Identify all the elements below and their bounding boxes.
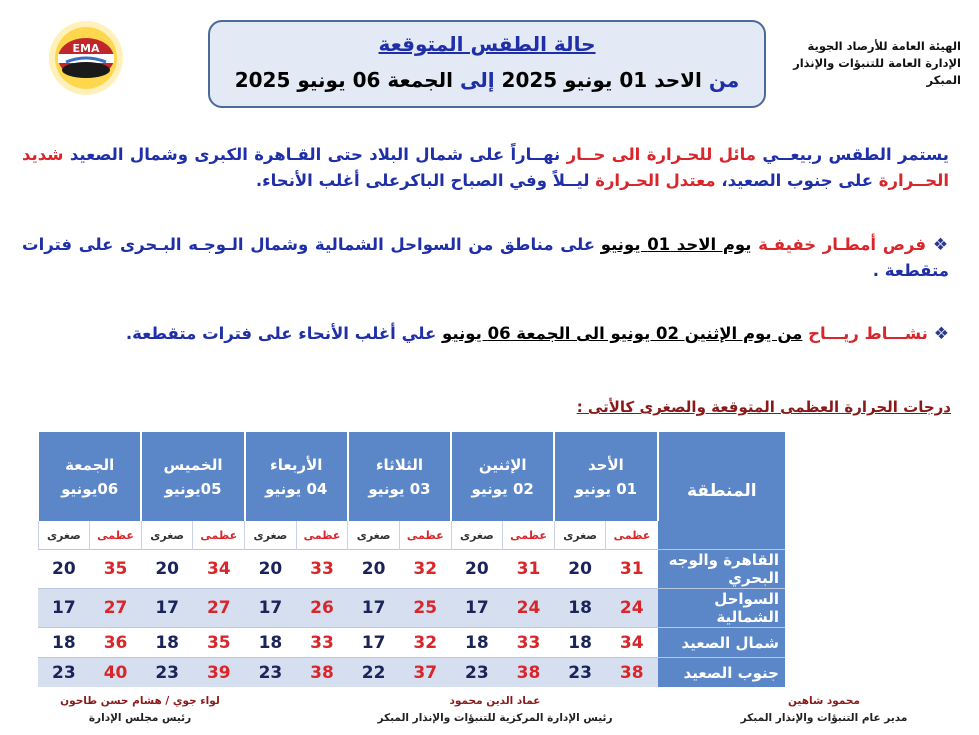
max-temp: 32: [399, 550, 451, 589]
day-name: الجمعة: [65, 455, 115, 474]
min-temp: 17: [245, 589, 297, 628]
region-header: المنطقة: [658, 432, 785, 550]
max-temp: 38: [296, 658, 348, 688]
bullet-wind: [22, 321, 949, 347]
day-name: الأربعاء: [270, 455, 323, 474]
max-temp: 31: [503, 550, 555, 589]
max-temp: 24: [503, 589, 555, 628]
day-header: [451, 432, 554, 521]
b2-b: من يوم الإثنين 02 يونيو الى الجمعة 06 يونيو: [442, 324, 803, 343]
max-temp: 37: [399, 658, 451, 688]
min-temp: 20: [141, 550, 193, 589]
date-range: [210, 68, 764, 92]
max-label: عظمى: [296, 521, 348, 550]
day-header: [348, 432, 451, 521]
max-temp: 36: [90, 628, 142, 658]
max-temp: 40: [90, 658, 142, 688]
day-date: 06يونيو: [61, 479, 119, 498]
max-temp: 34: [193, 550, 245, 589]
b1-b: يوم الاحد 01 يونيو: [600, 235, 752, 254]
max-temp: 38: [503, 658, 555, 688]
day-name: الأحد: [588, 455, 624, 474]
p1-g: ليــلاً وفي الصباح الباكرعلى أغلب الأنحاء.: [255, 171, 590, 190]
max-temp: 39: [193, 658, 245, 688]
p1-c: نهــاراً على شمال البلاد حتى القـاهرة الكبرى وشمال الصعيد: [63, 145, 561, 164]
max-temp: 33: [296, 628, 348, 658]
day-date: 04 يونيو: [265, 479, 328, 498]
min-temp: 20: [348, 550, 400, 589]
day-name: الإثنين: [478, 455, 527, 474]
day-header: [245, 432, 348, 521]
min-temp: 17: [348, 589, 400, 628]
p1-e: على جنوب الصعيد،: [715, 171, 874, 190]
min-temp: 17: [141, 589, 193, 628]
diamond-bullet-icon: ❖: [927, 324, 949, 344]
signature-name: محمود شاهين: [787, 695, 861, 707]
max-label: عظمى: [90, 521, 142, 550]
page-title: حالة الطقس المتوقعة: [378, 32, 596, 56]
date-from: الاحد 01 يونيو 2025: [501, 68, 702, 92]
signature-name: عماد الدين محمود: [449, 695, 541, 707]
min-temp: 20: [38, 550, 90, 589]
max-temp: 34: [606, 628, 658, 658]
min-temp: 18: [38, 628, 90, 658]
p1-f: معتدل الحـرارة: [589, 171, 716, 190]
table-heading: درجات الحرارة العظمى المتوقعة والصغرى كالأتى :: [576, 398, 951, 416]
day-date: 02 يونيو: [471, 479, 534, 498]
date-to: الجمعة 06 يونيو 2025: [234, 68, 453, 92]
min-temp: 23: [451, 658, 503, 688]
max-temp: 27: [90, 589, 142, 628]
logo-text: EMA: [72, 42, 100, 55]
signature-title: رئيس مجلس الإدارة: [88, 712, 192, 724]
min-label: صغرى: [451, 521, 503, 550]
max-temp: 24: [606, 589, 658, 628]
min-temp: 18: [554, 628, 606, 658]
signature-name: لواء جوي / هشام حسن طاحون: [60, 695, 220, 707]
min-label: صغرى: [245, 521, 297, 550]
min-label: صغرى: [554, 521, 606, 550]
date-to-prefix: إلى: [459, 68, 495, 92]
min-temp: 18: [141, 628, 193, 658]
max-temp: 35: [90, 550, 142, 589]
title-box: [208, 20, 766, 108]
max-temp: 27: [193, 589, 245, 628]
region-name: السواحل الشمالية: [658, 589, 785, 628]
table-row: [38, 589, 785, 628]
day-date: 05يونيو: [164, 479, 222, 498]
b1-c: على مناطق من السواحل الشمالية وشمال الـوجـه البـحرى على فترات متقطعة .: [22, 235, 949, 280]
table-row: [38, 628, 785, 658]
b2-a: نشـــاط ريـــاح: [802, 324, 928, 343]
region-name: شمال الصعيد: [658, 628, 785, 658]
max-label: عظمى: [606, 521, 658, 550]
agency-line-1: الهيئة العامة للأرصاد الجوية: [807, 39, 961, 53]
min-label: صغرى: [348, 521, 400, 550]
min-temp: 18: [451, 628, 503, 658]
diamond-bullet-icon: ❖: [926, 235, 949, 255]
signature-title: رئيس الإدارة المركزية للتنبؤات والإنذار المبكر: [377, 712, 613, 724]
day-date: 01 يونيو: [574, 479, 638, 498]
agency-name: [761, 38, 961, 89]
ema-logo: [40, 18, 132, 96]
b1-a: فرص أمطـار خفيفـة: [751, 235, 926, 254]
min-label: صغرى: [141, 521, 193, 550]
max-label: عظمى: [193, 521, 245, 550]
agency-line-2: الإدارة العامة للتنبؤات والإنذار المبكر: [793, 56, 961, 87]
min-temp: 17: [38, 589, 90, 628]
max-temp: 32: [399, 628, 451, 658]
min-temp: 20: [451, 550, 503, 589]
day-name: الخميس: [163, 455, 223, 474]
max-temp: 35: [193, 628, 245, 658]
signature-1: [709, 693, 939, 727]
region-name: جنوب الصعيد: [658, 658, 785, 688]
min-temp: 20: [554, 550, 606, 589]
max-temp: 33: [503, 628, 555, 658]
table-row: [38, 658, 785, 688]
max-temp: 38: [606, 658, 658, 688]
max-temp: 33: [296, 550, 348, 589]
bullet-rain: [22, 232, 949, 284]
day-name: الثلاثاء: [375, 455, 424, 474]
table-row: [38, 550, 785, 589]
p1-a: يستمر الطقس ربيعــي: [756, 145, 950, 164]
max-label: عظمى: [399, 521, 451, 550]
min-temp: 17: [451, 589, 503, 628]
signature-3: [40, 693, 240, 727]
max-temp: 25: [399, 589, 451, 628]
min-temp: 20: [245, 550, 297, 589]
forecast-paragraph: [22, 142, 949, 194]
temperature-table: [37, 432, 785, 687]
p1-d: شديد الحــرارة: [22, 145, 949, 190]
min-temp: 22: [348, 658, 400, 688]
region-name: القاهرة والوجه البحري: [658, 550, 785, 589]
min-label: صغرى: [38, 521, 90, 550]
p1-b: مائل للحـرارة الى حــار: [560, 145, 757, 164]
b2-c: علي أغلب الأنحاء على فترات متقطعة.: [125, 324, 443, 343]
max-label: عظمى: [503, 521, 555, 550]
day-header: [38, 432, 141, 521]
max-temp: 26: [296, 589, 348, 628]
min-temp: 23: [141, 658, 193, 688]
signature-title: مدير عام التنبؤات والإنذار المبكر: [740, 712, 908, 724]
min-temp: 18: [245, 628, 297, 658]
min-temp: 23: [245, 658, 297, 688]
min-temp: 17: [348, 628, 400, 658]
min-temp: 18: [554, 589, 606, 628]
min-temp: 23: [554, 658, 606, 688]
max-temp: 31: [606, 550, 658, 589]
day-header: [141, 432, 244, 521]
day-date: 03 يونيو: [368, 479, 431, 498]
signature-2: [345, 693, 645, 727]
day-header: [554, 432, 657, 521]
date-from-prefix: من: [708, 68, 740, 92]
min-temp: 23: [38, 658, 90, 688]
